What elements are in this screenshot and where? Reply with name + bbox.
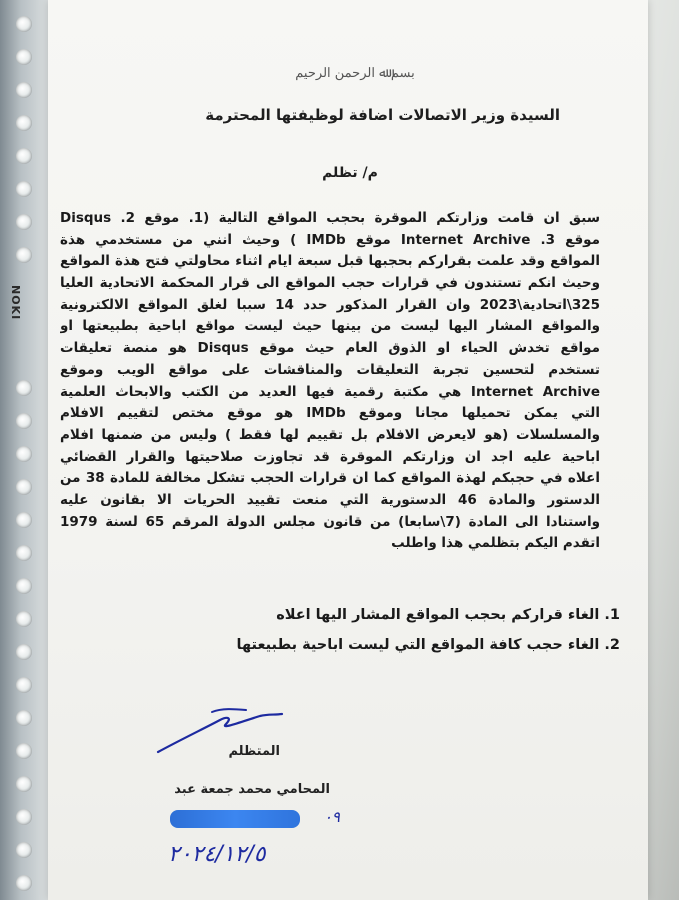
punch-hole	[16, 181, 32, 197]
body-line: اباحية عليه اجد ان وزارتكم الموقرة قد تجاوزت صلاحيتها والقرار القضائي	[60, 448, 600, 465]
body-line: والمواقع المشار اليها ليست من بينها حيث ليست مواقع اباحية بطبيعتها او	[60, 318, 600, 335]
punch-hole	[16, 677, 32, 693]
sleeve-brand-label: NOKI	[9, 285, 22, 321]
punch-hole	[16, 115, 32, 131]
handwritten-id-number: ٠٩	[323, 808, 340, 826]
punch-hole	[16, 16, 32, 32]
punch-hole	[16, 809, 32, 825]
punch-hole	[16, 82, 32, 98]
subject-line: م/ تظلم	[322, 165, 378, 181]
body-line: Internet Archive هي مكتبة رقمية فيها العديد من الكتب والابحاث العلمية	[60, 383, 600, 400]
bismillah-header: بسم ﷲ الرحمن الرحيم	[295, 66, 415, 81]
punch-hole	[16, 611, 32, 627]
body-line: موقع Internet Archive .3 موقع IMDb ) وحيث انني من مستخدمي هذة	[60, 231, 600, 248]
punch-hole	[16, 875, 32, 891]
punch-hole	[16, 214, 32, 230]
punch-hole	[16, 776, 32, 792]
punch-hole	[16, 842, 32, 858]
punch-hole	[16, 413, 32, 429]
addressee-line: السيدة وزير الاتصالات اضافة لوظيفتها المحترمة	[205, 106, 560, 124]
body-line: سبق ان قامت وزارتكم الموقرة بحجب المواقع التالية (1. موقع Disqus .2	[60, 210, 600, 226]
body-line: واستنادا الى المادة (7\سابعا) من قانون مجلس الدولة المرقم 65 لسنة 1979	[60, 513, 600, 530]
body-line: المواقع وقد علمت بقراركم بحجبها قبل سبعة ايام اثناء محاولتي فتح هذة المواقع	[60, 253, 600, 270]
request-item: 2. الغاء حجب كافة المواقع التي ليست اباحية بطبيعتها	[236, 637, 620, 653]
request-item: 1. الغاء قراركم بحجب المواقع المشار اليها اعلاه	[276, 607, 620, 623]
body-line: اعلاه في حجبكم لهذة المواقع كما ان قرارات الحجب تشكل مخالفة للمادة 38 من	[60, 470, 600, 487]
body-line: التي يمكن تحميلها مجانا وموقع IMDb هو موقع مختص لتقييم الافلام	[60, 405, 600, 422]
letter-body	[60, 208, 600, 555]
punch-hole	[16, 512, 32, 528]
handwritten-date: ٢٠٢٤/١٢/٥	[168, 842, 266, 867]
punch-hole	[16, 247, 32, 263]
body-line: الدستور والمادة 46 الدستورية التي منعت تقييد الحريات الا بقانون عليه	[60, 491, 600, 508]
punch-hole	[16, 545, 32, 561]
punch-hole	[16, 479, 32, 495]
punch-hole	[16, 710, 32, 726]
punch-hole	[16, 446, 32, 462]
punch-hole	[16, 644, 32, 660]
punch-hole	[16, 380, 32, 396]
body-line: وحيث انكم تستندون في قرارات حجب المواقع الى قرار المحكمة الاتحادية العليا	[60, 275, 600, 292]
body-line: والمسلسلات (هو لايعرض الافلام بل تقييم لها فقط ) وليس من ضمنها افلام	[60, 426, 600, 443]
body-line: تستخدم لتحسين تجربة التعليقات والمناقشات على مواقع الويب وموقع	[60, 361, 600, 378]
signer-name: المحامي محمد جمعة عبد	[174, 782, 330, 797]
plastic-sleeve	[0, 0, 52, 900]
body-line: اتقدم اليكم بتظلمي هذا واطلب	[391, 535, 600, 552]
body-line: 325\اتحادية\2023 وان القرار المذكور حدد 14 سببا لغلق المواقع الالكترونية	[60, 296, 600, 313]
punch-hole	[16, 49, 32, 65]
redaction-mark	[170, 810, 300, 828]
body-line: مواقع تخدش الحياء او الذوق العام حيث موقع Disqus هو منصة تعليقات	[60, 340, 600, 357]
requests-list	[200, 600, 620, 660]
signature-title: المتظلم	[228, 744, 280, 759]
punch-hole	[16, 578, 32, 594]
punch-hole	[16, 743, 32, 759]
punch-hole	[16, 148, 32, 164]
